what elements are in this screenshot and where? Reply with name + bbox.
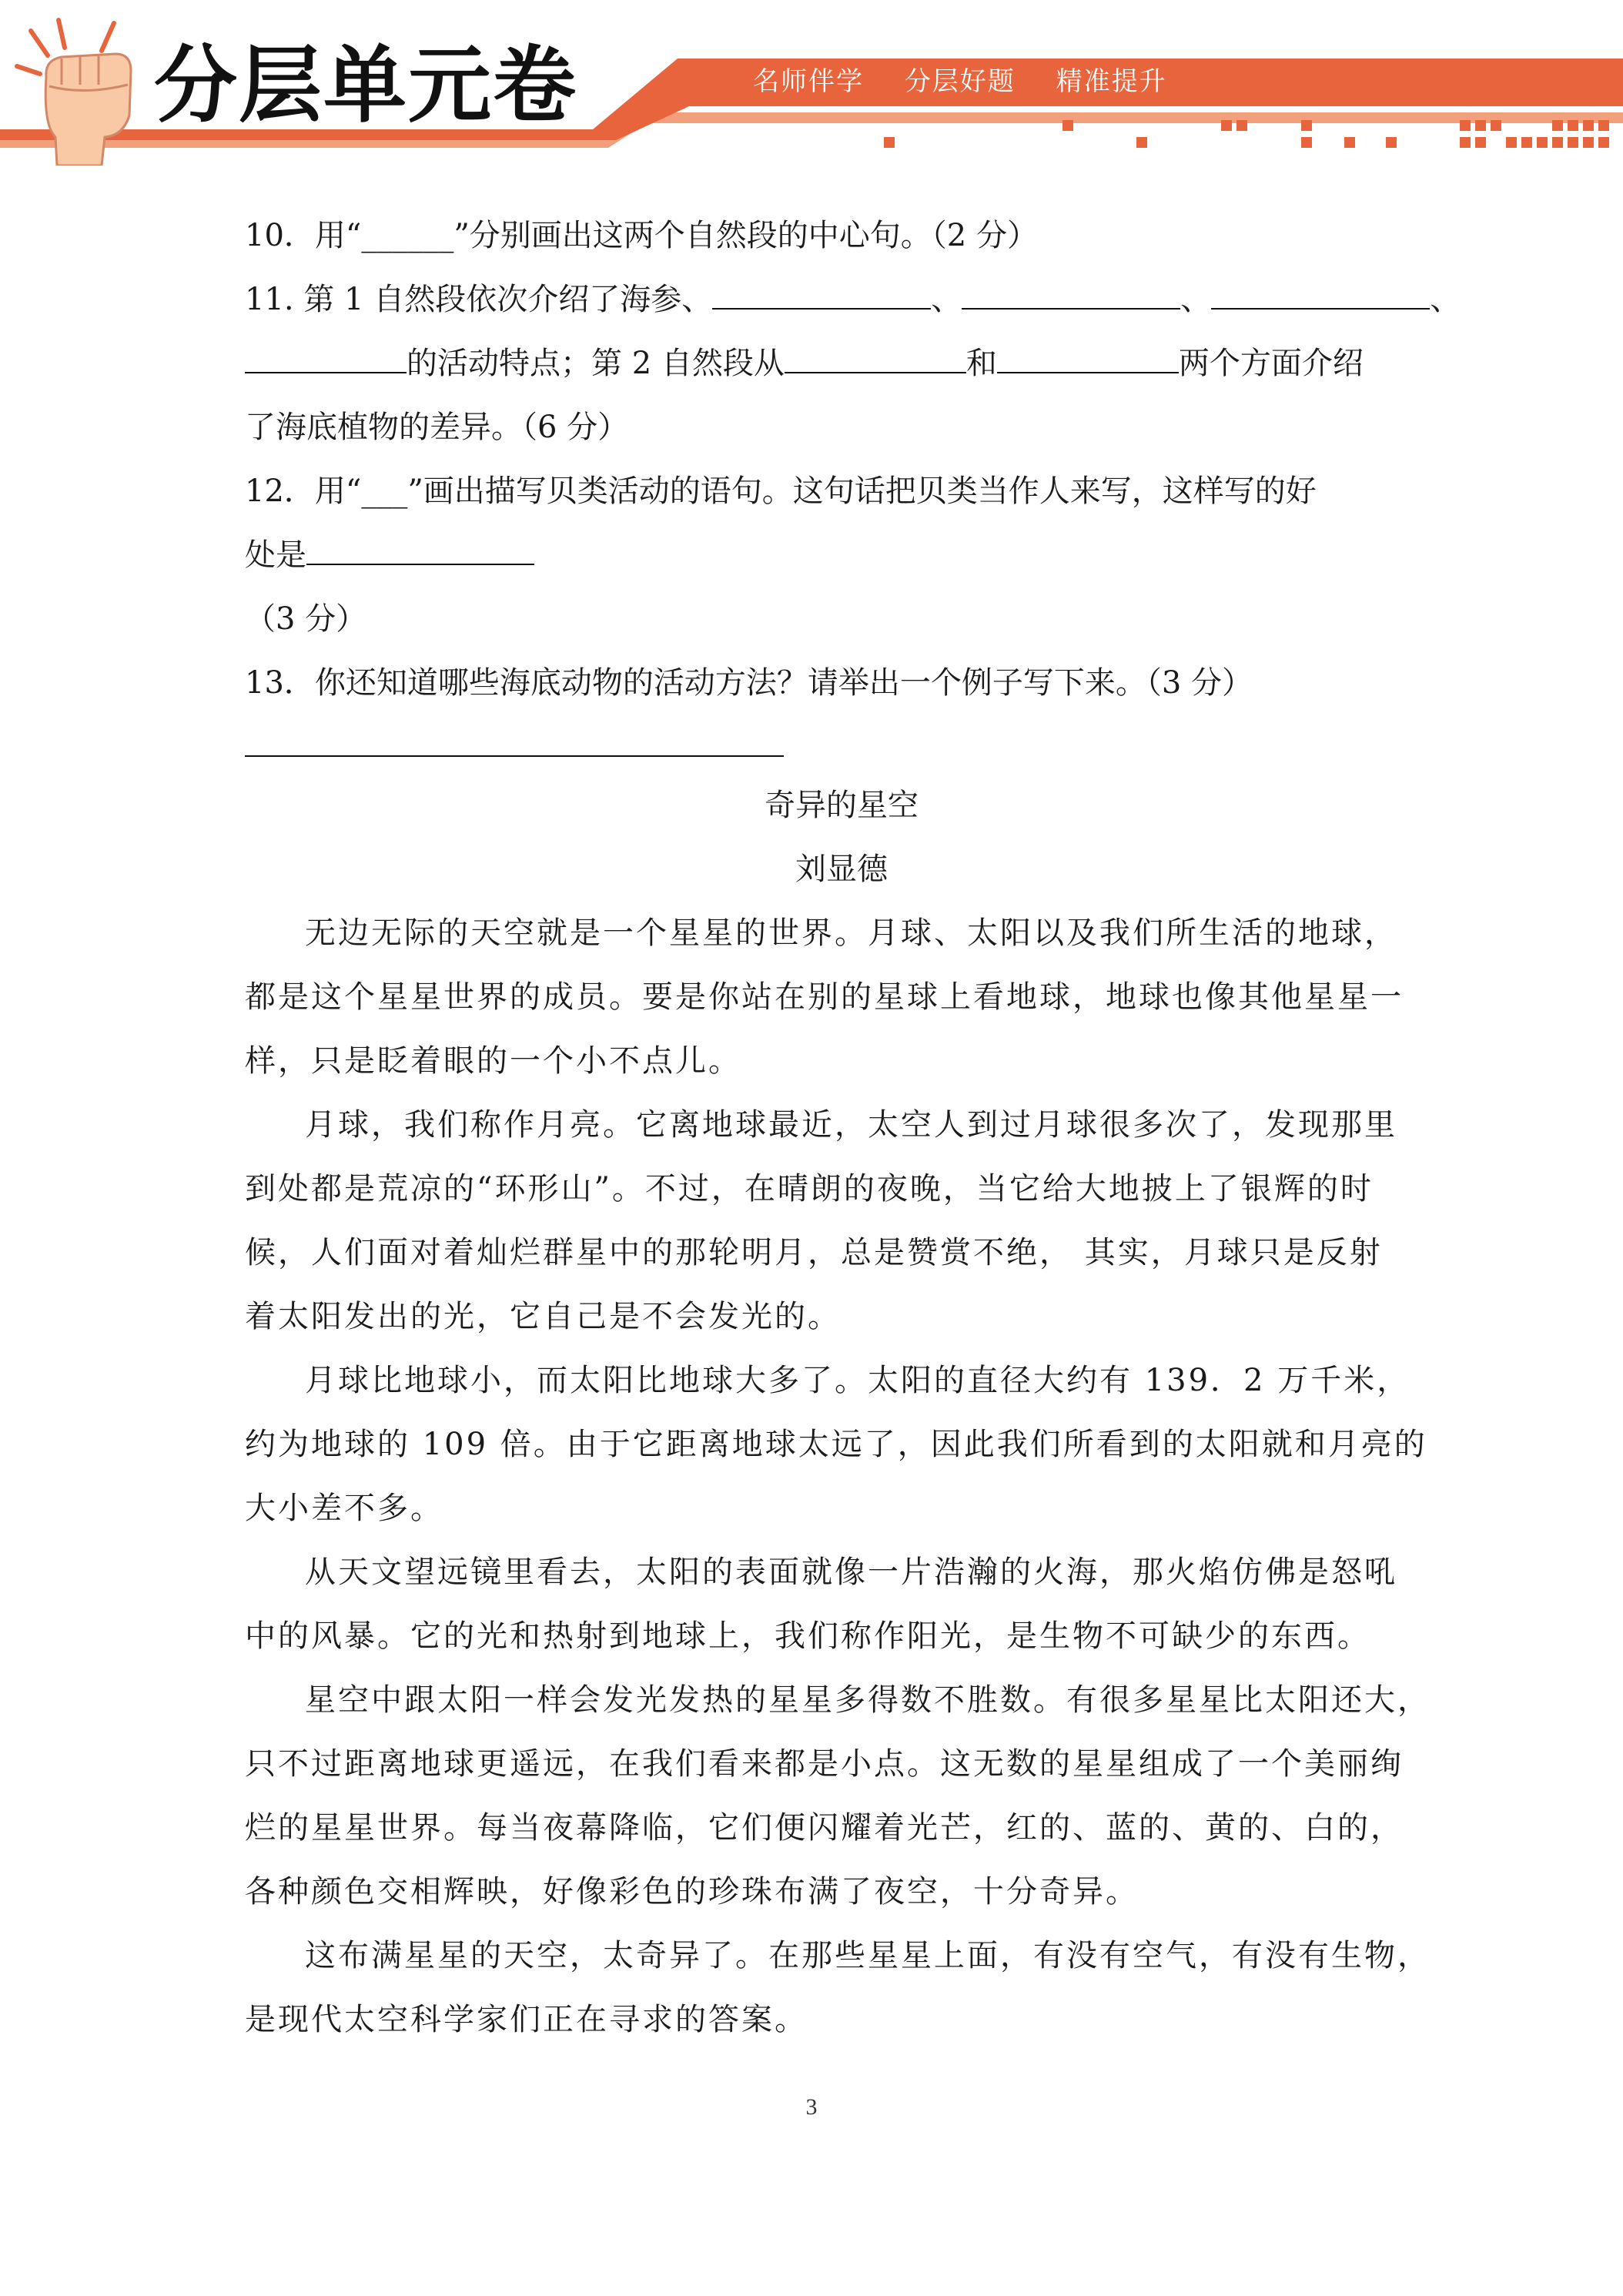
paragraph-line: 月球比地球小，而太阳比地球大多了。太阳的直径大约有 139．2 万千米， xyxy=(305,1363,1411,1398)
paragraph-line: 只不过距离地球更遥远，在我们看来都是小点。这无数的星星组成了一个美丽绚 xyxy=(245,1746,1404,1782)
question-underline-mark: ______ xyxy=(361,218,454,253)
paragraph-line: 从天文望远镜里看去，太阳的表面就像一片浩瀚的火海，那火焰仿佛是怒吼 xyxy=(305,1555,1397,1590)
slogan-item: 精准提升 xyxy=(1056,66,1167,97)
article-title: 奇异的星空 xyxy=(765,788,919,823)
answer-blank[interactable] xyxy=(245,338,407,373)
answer-blank[interactable] xyxy=(712,274,931,310)
page-number: 3 xyxy=(805,2094,818,2120)
answer-blank[interactable] xyxy=(306,530,534,565)
banner-pixel-decoration xyxy=(884,120,1609,148)
question-text: ”分别画出这两个自然段的中心句。（2 分） xyxy=(453,218,1038,253)
page-content xyxy=(245,204,1461,2052)
paragraph-line: 大小差不多。 xyxy=(245,1491,443,1526)
article-paragraph-2 xyxy=(245,1093,1397,1349)
question-text: 和 xyxy=(965,346,997,381)
question-text: 10．用“ xyxy=(245,218,362,253)
paragraph-line: 着太阳发出的光，它自己是不会发光的。 xyxy=(245,1299,841,1334)
article-author: 刘显德 xyxy=(795,852,888,887)
answer-blank[interactable] xyxy=(1211,274,1430,310)
article-paragraph-4 xyxy=(245,1541,1397,1668)
question-13: 13．你还知道哪些海底动物的活动方法？请举出一个例子写下来。（3 分） xyxy=(245,665,1253,701)
page-header xyxy=(0,0,1623,166)
article-paragraph-5 xyxy=(245,1668,1431,1924)
question-12-line-1: 12．用“___”画出描写贝类活动的语句。这句话把贝类当作人来写，这样写的好 xyxy=(245,474,1317,509)
paragraph-line: 这布满星星的天空，太奇异了。在那些星星上面，有没有空气，有没有生物， xyxy=(305,1938,1431,1973)
separator: 、 xyxy=(1430,282,1461,317)
article-paragraph-3 xyxy=(245,1349,1427,1541)
paragraph-line: 无边无际的天空就是一个星星的世界。月球、太阳以及我们所生活的地球， xyxy=(305,915,1397,951)
paragraph-line: 星空中跟太阳一样会发光发热的星星多得数不胜数。有很多星星比太阳还大， xyxy=(305,1682,1431,1718)
answer-blank[interactable] xyxy=(785,338,966,373)
paragraph-line: 约为地球的 109 倍。由于它距离地球太远了，因此我们所看到的太阳就和月亮的 xyxy=(245,1427,1427,1462)
separator: 、 xyxy=(1180,282,1212,317)
question-12-line-2 xyxy=(245,524,1384,587)
question-11-line-3: 了海底植物的差异。（6 分） xyxy=(245,410,629,445)
paragraph-line: 样，只是眨着眼的一个小不点儿。 xyxy=(245,1043,741,1079)
paragraph-line: 都是这个星星世界的成员。要是你站在别的星球上看地球，地球也像其他星星一 xyxy=(245,979,1404,1015)
question-11-line-2 xyxy=(245,332,1384,396)
paragraph-line: 月球，我们称作月亮。它离地球最近，太空人到过月球很多次了，发现那里 xyxy=(305,1107,1397,1143)
header-slogan xyxy=(753,60,1198,98)
slogan-item: 分层好题 xyxy=(904,66,1016,97)
paragraph-line: 烂的星星世界。每当夜幕降临，它们便闪耀着光芒，红的、蓝的、黄的、白的， xyxy=(245,1810,1404,1846)
paragraph-line: 候，人们面对着灿烂群星中的那轮明月，总是赞赏不绝， 其实，月球只是反射 xyxy=(245,1235,1383,1270)
answer-blank[interactable] xyxy=(997,338,1179,373)
slogan-item: 名师伴学 xyxy=(753,66,864,97)
question-11-line-1 xyxy=(245,268,1461,332)
answer-line[interactable] xyxy=(245,721,784,757)
brand-title: 分层单元卷 xyxy=(154,38,578,134)
question-text: 的活动特点；第 2 自然段从 xyxy=(407,346,785,381)
question-text: 处是 xyxy=(245,537,306,573)
paragraph-line: 到处都是荒凉的“环形山”。不过，在晴朗的夜晚，当它给大地披上了银辉的时 xyxy=(245,1171,1374,1207)
article-paragraph-1 xyxy=(245,902,1404,1093)
question-13-answer xyxy=(245,715,1384,769)
question-10 xyxy=(245,204,1384,268)
answer-blank[interactable] xyxy=(962,274,1180,310)
article-paragraph-6 xyxy=(245,1924,1431,2052)
question-text: 两个方面介绍 xyxy=(1178,346,1364,381)
paragraph-line: 是现代太空科学家们正在寻求的答案。 xyxy=(245,2002,808,2037)
paragraph-line: 各种颜色交相辉映，好像彩色的珍珠布满了夜空，十分奇异。 xyxy=(245,1874,1139,1909)
paragraph-line: 中的风暴。它的光和热射到地球上，我们称作阳光，是生物不可缺少的东西。 xyxy=(245,1618,1370,1654)
question-12-score: （3 分） xyxy=(245,601,367,637)
question-text: 11. 第 1 自然段依次介绍了海参、 xyxy=(245,282,713,317)
separator: 、 xyxy=(931,282,962,317)
